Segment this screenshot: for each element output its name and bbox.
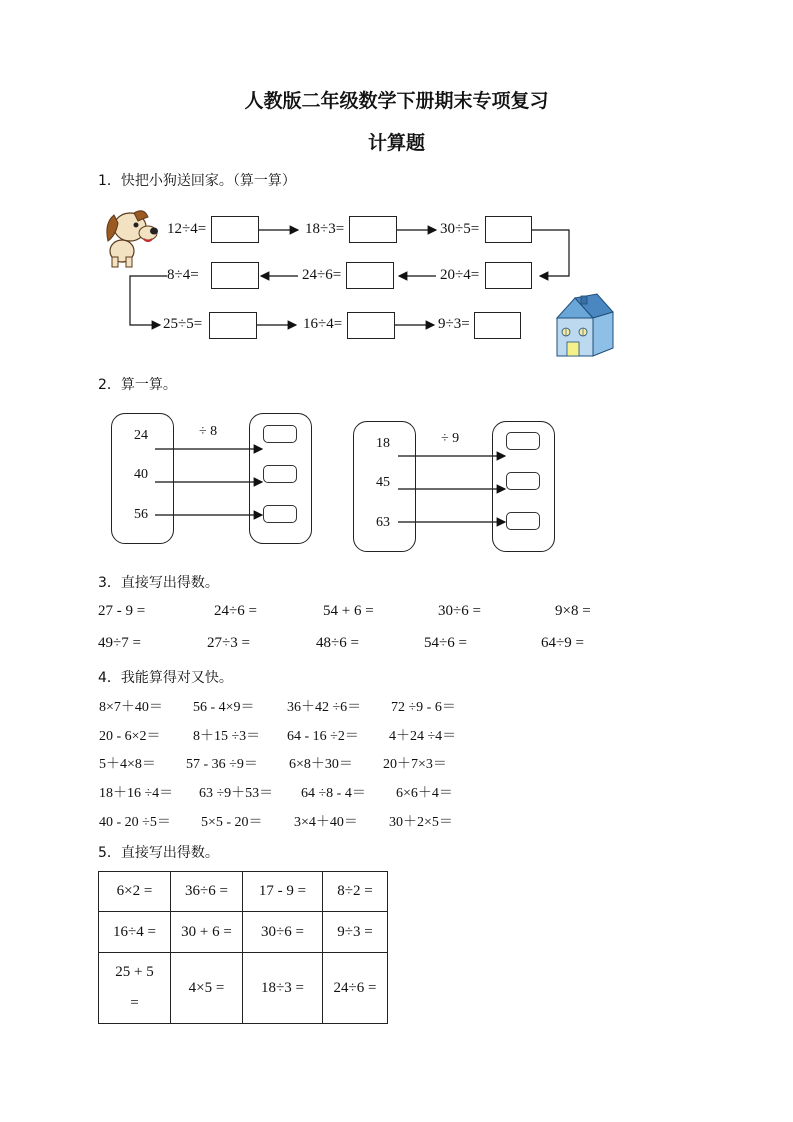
q1-heading: 1．快把小狗送回家。（算一算） bbox=[98, 173, 296, 189]
q4-problem: 6×6＋4＝ bbox=[396, 786, 453, 801]
q2-number: 56 bbox=[134, 507, 148, 522]
table-cell: 16÷4 = bbox=[99, 912, 171, 953]
q3-problem: 9×8 = bbox=[555, 603, 591, 619]
dog-icon bbox=[100, 205, 160, 269]
q1-answer-box[interactable] bbox=[347, 312, 395, 339]
q4-problem: 18＋16 ÷4＝ bbox=[99, 786, 174, 801]
q1-answer-box[interactable] bbox=[209, 312, 257, 339]
q4-problem: 64 - 16 ÷2＝ bbox=[287, 729, 359, 744]
table-cell: 36÷6 = bbox=[171, 872, 243, 912]
q4-problem: 5＋4×8＝ bbox=[99, 757, 156, 772]
q4-problem: 20 - 6×2＝ bbox=[99, 729, 161, 744]
q2-answer-box[interactable] bbox=[263, 465, 297, 483]
q3-problem: 48÷6 = bbox=[316, 635, 359, 651]
q1-answer-box[interactable] bbox=[211, 216, 259, 243]
q1-problem: 8÷4= bbox=[167, 267, 199, 283]
q1-problem: 16÷4= bbox=[303, 316, 343, 332]
q4-problem: 30＋2×5＝ bbox=[389, 815, 453, 830]
q1-answer-box[interactable] bbox=[346, 262, 394, 289]
q2-number: 18 bbox=[376, 436, 390, 451]
q4-problem: 36＋42 ÷6＝ bbox=[287, 700, 362, 715]
q1-answer-box[interactable] bbox=[474, 312, 521, 339]
q3-problem: 30÷6 = bbox=[438, 603, 481, 619]
q1-problem: 12÷4= bbox=[167, 221, 207, 237]
q4-heading: 4．我能算得对又快。 bbox=[98, 670, 233, 686]
q2-answer-box[interactable] bbox=[506, 512, 540, 530]
q2-number: 40 bbox=[134, 467, 148, 482]
page-subtitle: 计算题 bbox=[367, 132, 425, 154]
q4-problem: 8＋15 ÷3＝ bbox=[193, 729, 261, 744]
q3-problem: 54÷6 = bbox=[424, 635, 467, 651]
q3-problem: 64÷9 = bbox=[541, 635, 584, 651]
house-icon bbox=[553, 292, 615, 360]
q1-answer-box[interactable] bbox=[211, 262, 259, 289]
table-cell-line: 25 + 5 bbox=[115, 964, 154, 980]
table-row bbox=[99, 872, 388, 912]
q3-problem: 27÷3 = bbox=[207, 635, 250, 651]
q4-problem: 63 ÷9＋53＝ bbox=[199, 786, 274, 801]
q4-problem: 64 ÷8 - 4＝ bbox=[301, 786, 366, 801]
table-cell bbox=[99, 953, 171, 1024]
q1-problem: 25÷5= bbox=[163, 316, 203, 332]
q2-answer-box[interactable] bbox=[506, 432, 540, 450]
page-title: 人教版二年级数学下册期末专项复习 bbox=[244, 90, 549, 112]
q5-table bbox=[98, 871, 388, 1024]
table-cell: 8÷2 = bbox=[323, 872, 388, 912]
q4-problem: 56 - 4×9＝ bbox=[193, 700, 255, 715]
q1-answer-box[interactable] bbox=[485, 216, 532, 243]
q4-problem: 72 ÷9 - 6＝ bbox=[391, 700, 456, 715]
q2-answer-box[interactable] bbox=[263, 505, 297, 523]
table-cell: 30÷6 = bbox=[243, 912, 323, 953]
q1-problem: 20÷4= bbox=[440, 267, 480, 283]
table-cell: 30 + 6 = bbox=[171, 912, 243, 953]
q1-answer-box[interactable] bbox=[485, 262, 532, 289]
q3-problem: 27 - 9 = bbox=[98, 603, 146, 619]
table-cell: 18÷3 = bbox=[243, 953, 323, 1024]
table-row bbox=[99, 953, 388, 1024]
q3-heading: 3．直接写出得数。 bbox=[98, 575, 219, 591]
q4-problem: 57 - 36 ÷9＝ bbox=[186, 757, 258, 772]
q4-problem: 3×4＋40＝ bbox=[294, 815, 358, 830]
q2-heading: 2．算一算。 bbox=[98, 377, 177, 393]
q1-problem: 9÷3= bbox=[438, 316, 470, 332]
q1-problem: 18÷3= bbox=[305, 221, 345, 237]
q4-problem: 5×5 - 20＝ bbox=[201, 815, 263, 830]
q2-operator: ÷ 9 bbox=[441, 431, 460, 446]
q2-answer-box[interactable] bbox=[263, 425, 297, 443]
q2-operator: ÷ 8 bbox=[199, 424, 218, 439]
q1-answer-box[interactable] bbox=[349, 216, 397, 243]
q5-heading: 5．直接写出得数。 bbox=[98, 845, 219, 861]
table-cell: 17 - 9 = bbox=[243, 872, 323, 912]
table-cell: 6×2 = bbox=[99, 872, 171, 912]
q2-answer-box[interactable] bbox=[506, 472, 540, 490]
table-cell: 9÷3 = bbox=[323, 912, 388, 953]
q2-number: 45 bbox=[376, 475, 390, 490]
q1-problem: 24÷6= bbox=[302, 267, 342, 283]
q4-problem: 8×7＋40＝ bbox=[99, 700, 163, 715]
q4-problem: 4＋24 ÷4＝ bbox=[389, 729, 457, 744]
q3-problem: 54 + 6 = bbox=[323, 603, 374, 619]
q4-problem: 6×8＋30＝ bbox=[289, 757, 353, 772]
q3-problem: 24÷6 = bbox=[214, 603, 257, 619]
q1-problem: 30÷5= bbox=[440, 221, 480, 237]
table-cell: 4×5 = bbox=[171, 953, 243, 1024]
q2-number: 63 bbox=[376, 515, 390, 530]
q4-problem: 40 - 20 ÷5＝ bbox=[99, 815, 171, 830]
q2-number: 24 bbox=[134, 428, 148, 443]
table-row bbox=[99, 912, 388, 953]
q3-problem: 49÷7 = bbox=[98, 635, 141, 651]
table-cell-line: = bbox=[130, 995, 139, 1011]
table-cell: 24÷6 = bbox=[323, 953, 388, 1024]
q4-problem: 20＋7×3＝ bbox=[383, 757, 447, 772]
